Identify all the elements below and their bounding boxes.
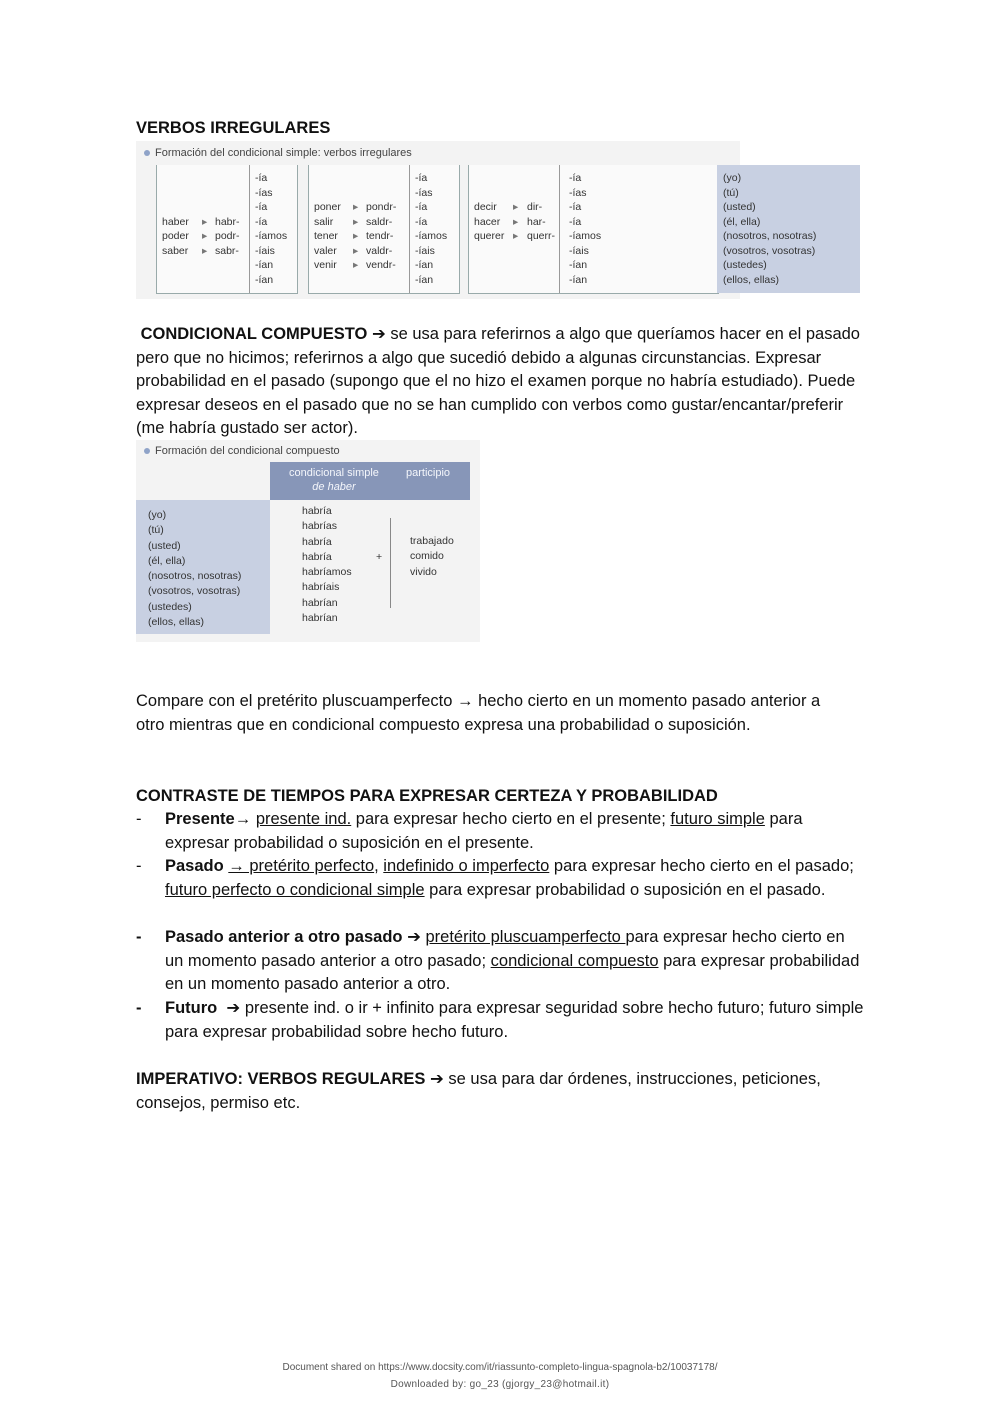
- paragraph-condicional-compuesto: [136, 323, 861, 441]
- compare-text-2: hecho cierto en un momento pasado anterior a otro mientras que en condicional compuesto expresa una probabilidad o suposición.: [136, 692, 821, 734]
- table1-group3: [468, 165, 719, 294]
- paragraph-compare: [136, 690, 826, 737]
- table-condicional-compuesto: [136, 440, 480, 642]
- list-item-futuro: [136, 997, 866, 1044]
- list-bullet: -: [136, 810, 142, 828]
- header-participio: participio: [406, 467, 451, 479]
- group2-stems: pondr- saldr- tendr- valdr- vendr-: [366, 201, 397, 271]
- header-de-haber: de haber: [312, 481, 356, 493]
- list-text: presente ind. o ir + infinito para expresar seguridad sobre hecho futuro; futuro simple para expresar probabilidad sobre hecho futuro.: [165, 999, 864, 1041]
- list-text: ,: [374, 857, 384, 875]
- table1-pronoun-list: (yo) (tú) (usted) (él, ella) (nosotros, nosotras) (vosotros, vosotras) (ustedes) (ellos, ellas): [723, 172, 817, 286]
- group1-endings: -ía -ías -ía -ía -íamos -íais -ían -ían: [255, 172, 288, 286]
- group2-infinitives: poner salir tener valer venir: [314, 201, 341, 271]
- list-item-pasado-anterior: [136, 926, 866, 997]
- term-imperativo: IMPERATIVO: VERBOS REGULARES: [136, 1070, 426, 1088]
- group1-arrows: ▸ ▸ ▸: [202, 215, 208, 257]
- group1-stems: habr- podr- sabr-: [215, 215, 240, 257]
- table1-group2: [308, 165, 460, 294]
- paragraph-imperativo: [136, 1068, 856, 1115]
- list-term: Pasado anterior a otro pasado: [165, 928, 403, 946]
- paragraph-text: se usa para dar órdenes, instrucciones, peticiones, consejos, permiso etc.: [136, 1070, 821, 1112]
- header-condicional-simple: condicional simple: [289, 467, 379, 479]
- list-bullet: -: [136, 999, 142, 1017]
- table-condicional-simple-irregulares: [136, 141, 817, 299]
- arrow-icon: →: [234, 810, 252, 828]
- paragraph-text: se usa para referirnos a algo que queríamos hacer en el pasado pero que no hicimos; referirnos a algo que sucedió debido a algunas circunstancias. Expresar probabilidad en el pasado (supongo que el no hizo el examen porque no habría estudiado). Puede expresar deseos en el pasado que no se han cumplido con verbos como gustar/encantar/preferir (me habría gustado ser actor).: [136, 325, 860, 437]
- list-term: Futuro: [165, 999, 218, 1017]
- bullet-dot-icon: [144, 448, 150, 454]
- underlined-text: pretérito pluscuamperfecto: [425, 928, 626, 946]
- table2-haber-forms: habría habrías habría habría habríamos habríais habrían habrían: [302, 505, 352, 625]
- list-text: para expresar hecho cierto en el pasado;: [549, 857, 854, 875]
- list-text: para expresar probabilidad o suposición en el pasado.: [424, 880, 826, 899]
- arrow-icon: ➔: [407, 928, 421, 946]
- footer-shared-on: Document shared on https://www.docsity.com/it/riassunto-completo-lingua-spagnola-b2/10037178/: [282, 1362, 718, 1373]
- table2-participles: trabajado comido vivido: [410, 535, 454, 578]
- arrow-icon: ➔: [371, 325, 386, 343]
- section-title-verbos-irregulares: VERBOS IRREGULARES: [136, 119, 331, 137]
- group3-arrows: ▸ ▸ ▸: [513, 201, 519, 242]
- table2-pronoun-list: (yo) (tú) (usted) (él, ella) (nosotros, nosotras) (vosotros, vosotras) (ustedes) (ellos, ellas): [148, 509, 242, 629]
- bullet-dot-icon: [144, 150, 150, 156]
- group3-stems: dir- har- querr-: [527, 201, 556, 242]
- list-term: Pasado: [165, 857, 224, 875]
- footer-downloaded-by: Downloaded by: go_23 (gjorgy_23@hotmail.it): [390, 1379, 610, 1390]
- table1-caption: Formación del condicional simple: verbos irregulares: [144, 147, 412, 159]
- list-item-pasado: [136, 855, 866, 902]
- arrow-icon: ➔: [429, 1070, 444, 1088]
- list-item-presente: [136, 808, 866, 855]
- table2-header: [270, 462, 470, 500]
- table2-plus-sign: +: [376, 551, 383, 563]
- group3-infinitives: decir hacer querer: [474, 201, 505, 242]
- list-text: para expresar probabilidad o suposición en el presente.: [165, 810, 803, 852]
- list-bullet: -: [136, 928, 142, 946]
- list-text: para expresar hecho cierto en un momento pasado anterior a otro pasado;: [165, 928, 845, 970]
- list-text: para expresar probabilidad en un momento pasado anterior a otro.: [165, 951, 860, 993]
- table2-caption: Formación del condicional compuesto: [144, 445, 340, 457]
- table2-pronoun-box: [136, 500, 270, 634]
- section-title-contraste: CONTRASTE DE TIEMPOS PARA EXPRESAR CERTEZA Y PROBABILIDAD: [136, 787, 718, 805]
- group2-endings: -ía -ías -ía -ía -íamos -íais -ían -ían: [415, 172, 448, 286]
- list-bullet: -: [136, 857, 142, 875]
- underlined-text: futuro simple: [670, 810, 765, 828]
- group3-endings: -ía -ías -ía -ía -íamos -íais -ían -ían: [569, 172, 602, 286]
- table1-pronouns: [717, 165, 860, 293]
- underlined-text: indefinido o imperfecto: [383, 857, 550, 875]
- group1-infinitives: haber poder saber: [162, 215, 189, 257]
- underlined-text: presente ind.: [255, 810, 352, 828]
- compare-text-1: Compare con el pretérito pluscuamperfecto: [136, 692, 457, 710]
- group2-arrows: ▸ ▸ ▸ ▸ ▸: [353, 201, 359, 271]
- underlined-text: condicional compuesto: [490, 951, 659, 970]
- term-condicional-compuesto: CONDICIONAL COMPUESTO: [140, 325, 368, 343]
- arrow-icon: →: [457, 692, 474, 710]
- list-text: para expresar hecho cierto en el presente;: [351, 810, 671, 828]
- arrow-icon: ➔: [226, 999, 241, 1017]
- table1-group1: [156, 165, 298, 294]
- underlined-text: futuro perfecto o condicional simple: [165, 880, 425, 899]
- list-term: Presente: [165, 810, 235, 828]
- underlined-text: → pretérito perfecto: [228, 857, 375, 875]
